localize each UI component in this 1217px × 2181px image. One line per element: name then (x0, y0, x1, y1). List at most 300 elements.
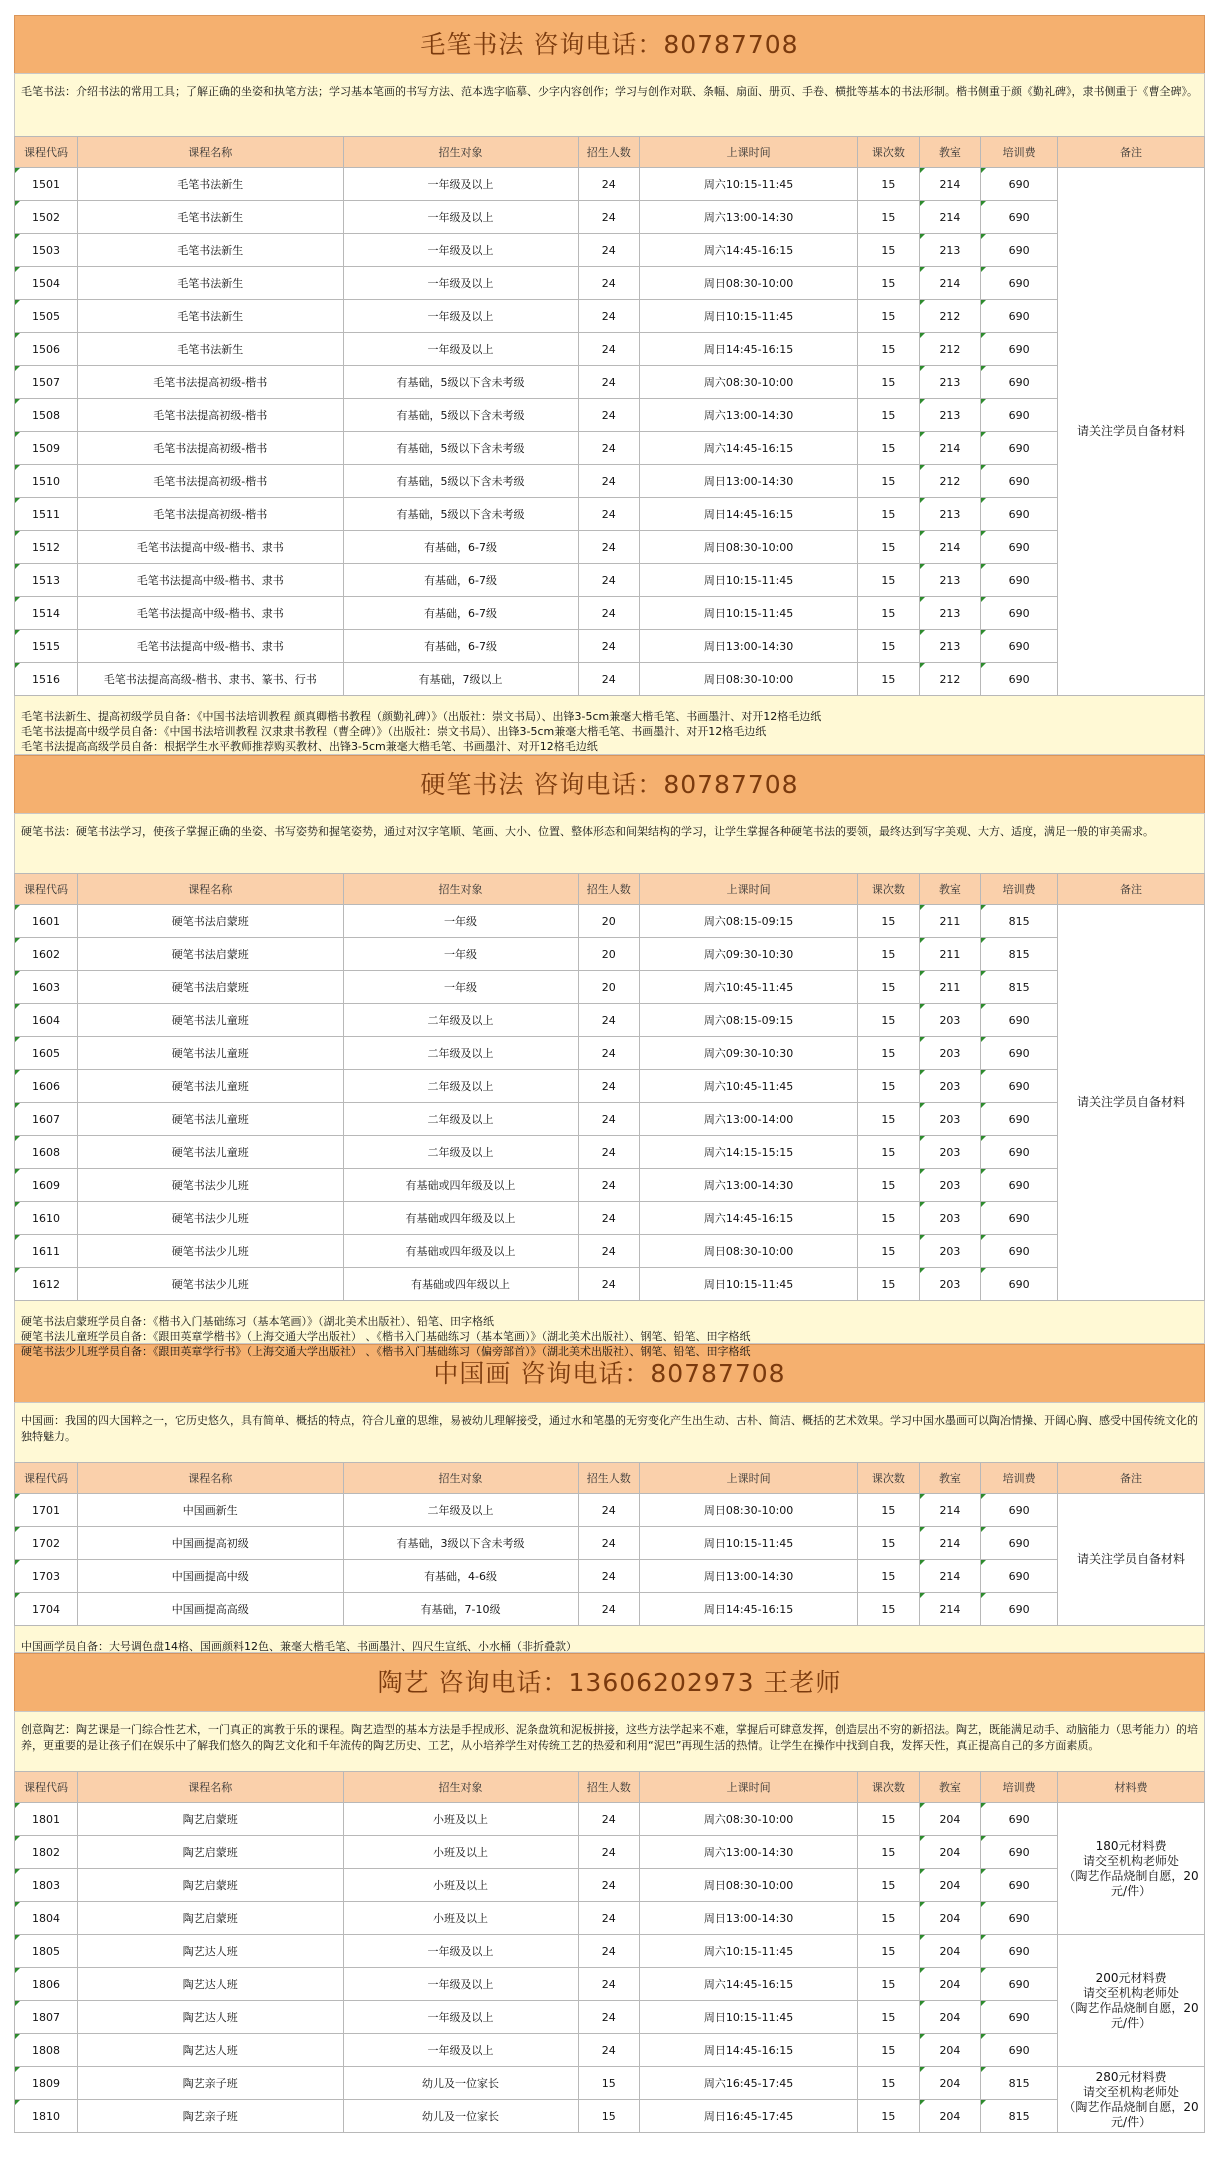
cell-marker-icon (920, 2001, 925, 2006)
table-cell (919, 399, 981, 432)
table-cell (858, 1004, 920, 1037)
table-cell (981, 2067, 1058, 2100)
cell-marker-icon (920, 1494, 925, 1499)
cell-text: 硬笔书法少儿班 (171, 1245, 249, 1258)
cell-text: 硬笔书法儿童班 (171, 1014, 249, 1027)
cell-text: 24 (601, 1503, 616, 1517)
table-cell (15, 2034, 78, 2067)
cell-text: 204 (939, 1845, 961, 1859)
table-cell (578, 630, 640, 663)
table-row (15, 1268, 1205, 1301)
cell-text: 周日08:30-10:00 (703, 1504, 794, 1517)
cell-text: 1510 (31, 474, 60, 488)
cell-text: 1809 (31, 2076, 60, 2090)
table-cell (15, 905, 78, 938)
cell-text: 陶艺启蒙班 (182, 1813, 238, 1826)
cell-text: 204 (939, 1944, 961, 1958)
table-cell (15, 597, 78, 630)
table-cell (981, 597, 1058, 630)
cell-text: 有基础，6-7级 (424, 541, 498, 554)
cell-text: 213 (939, 639, 961, 653)
table-cell (343, 432, 578, 465)
table-cell (919, 1560, 981, 1593)
cell-text: 203 (939, 1244, 961, 1258)
table-cell (578, 2001, 640, 2034)
cell-text: 15 (881, 441, 896, 455)
table-cell (578, 1935, 640, 1968)
table-row (15, 2034, 1205, 2067)
cell-text: 24 (601, 639, 616, 653)
table-cell (981, 663, 1058, 696)
table-cell (919, 1136, 981, 1169)
table-cell (77, 366, 343, 399)
cell-text: 周日13:00-14:30 (703, 640, 794, 653)
cell-marker-icon (920, 1593, 925, 1598)
cell-text: 1607 (31, 1112, 60, 1126)
cell-marker-icon (920, 1202, 925, 1207)
cell-text: 二年级及以上 (427, 1113, 494, 1126)
cell-marker-icon (920, 432, 925, 437)
column-header: 培训费 (981, 1772, 1058, 1803)
section-intro: 硬笔书法：硬笔书法学习，使孩子掌握正确的坐姿、书写姿势和握笔姿势，通过对汉字笔顺、笔画、大小、位置、整体形态和间架结构的学习，让学生掌握各种硬笔书法的要领，最终达到写字美观、大方、适度，满足一般的审美需求。 (14, 813, 1205, 873)
table-cell (981, 234, 1058, 267)
table-row (15, 465, 1205, 498)
cell-text: 周日10:15-11:45 (703, 310, 794, 323)
table-cell (77, 1103, 343, 1136)
cell-text: 204 (939, 2043, 961, 2057)
section-title: 硬笔书法 咨询电话：80787708 (14, 755, 1205, 813)
table-cell (77, 300, 343, 333)
cell-text: 幼儿及一位家长 (422, 2077, 500, 2090)
table-cell (15, 938, 78, 971)
cell-marker-icon (920, 531, 925, 536)
table-cell (343, 201, 578, 234)
cell-text: 690 (1008, 1079, 1030, 1093)
cell-text: 周六16:45-17:45 (703, 2077, 794, 2090)
cell-marker-icon (15, 1869, 20, 1874)
table-cell (919, 938, 981, 971)
table-cell (981, 1968, 1058, 2001)
table-cell (578, 1902, 640, 1935)
cell-text: 213 (939, 573, 961, 587)
cell-text: 硬笔书法少儿班 (171, 1179, 249, 1192)
cell-text: 15 (881, 1944, 896, 1958)
cell-text: 周日13:00-14:30 (703, 1912, 794, 1925)
table-cell (919, 1004, 981, 1037)
table-cell (77, 971, 343, 1004)
column-header: 上课时间 (640, 874, 858, 905)
cell-marker-icon (15, 1235, 20, 1240)
cell-text: 24 (601, 507, 616, 521)
table-cell (858, 2034, 920, 2067)
column-header: 上课时间 (640, 1772, 858, 1803)
cell-text: 有基础，6-7级 (424, 607, 498, 620)
section-intro: 创意陶艺：陶艺课是一门综合性艺术，一门真正的寓教于乐的课程。陶艺造型的基本方法是手捏成形、泥条盘筑和泥板拼接，这些方法学起来不难，掌握后可肆意发挥，创造层出不穷的新招法。陶艺，既能满足动手、动脑能力（思考能力）的培养，更重要的是让孩子们在娱乐中了解我们悠久的陶艺文化和千年流传的陶艺历史、工艺，从小培养学生对传统工艺的热爱和利用“泥巴”再现生活的热情。让学生在操作中找到自我，发挥天性，真正提高自己的多方面素质。 (14, 1711, 1205, 1771)
cell-marker-icon (920, 498, 925, 503)
cell-text: 203 (939, 1145, 961, 1159)
table-cell (981, 1070, 1058, 1103)
table-cell (919, 300, 981, 333)
table-cell (858, 201, 920, 234)
table-cell (77, 1527, 343, 1560)
cell-text: 二年级及以上 (427, 1014, 494, 1027)
cell-text: 15 (881, 1602, 896, 1616)
table-cell (15, 1202, 78, 1235)
cell-text: 24 (601, 1536, 616, 1550)
cell-marker-icon (981, 1935, 986, 1940)
cell-text: 204 (939, 1878, 961, 1892)
cell-text: 15 (881, 639, 896, 653)
cell-text: 1502 (31, 210, 60, 224)
cell-marker-icon (15, 399, 20, 404)
table-cell (15, 498, 78, 531)
cell-marker-icon (15, 366, 20, 371)
cell-marker-icon (920, 1902, 925, 1907)
table-cell (578, 2067, 640, 2100)
cell-text: 15 (881, 1536, 896, 1550)
cell-text: 690 (1008, 1503, 1030, 1517)
cell-text: 1602 (31, 947, 60, 961)
table-cell (640, 2034, 858, 2067)
table-cell (919, 1169, 981, 1202)
table-cell (640, 1593, 858, 1626)
table-cell (981, 1902, 1058, 1935)
remark-cell: 请关注学员自备材料 (1058, 905, 1205, 1301)
cell-text: 一年级及以上 (427, 310, 494, 323)
table-cell (640, 564, 858, 597)
table-cell (77, 2001, 343, 2034)
cell-text: 15 (881, 507, 896, 521)
table-cell (343, 1136, 578, 1169)
cell-marker-icon (981, 300, 986, 305)
cell-marker-icon (920, 1935, 925, 1940)
table-cell (640, 2067, 858, 2100)
table-cell (15, 300, 78, 333)
cell-text: 有基础，4-6级 (424, 1570, 498, 1583)
table-cell (640, 1136, 858, 1169)
table-cell (77, 531, 343, 564)
table-cell (77, 234, 343, 267)
table-cell (15, 465, 78, 498)
cell-text: 690 (1008, 672, 1030, 686)
table-cell (919, 1235, 981, 1268)
cell-text: 690 (1008, 276, 1030, 290)
table-cell (343, 1202, 578, 1235)
table-cell (981, 432, 1058, 465)
table-cell (919, 1803, 981, 1836)
cell-text: 203 (939, 1013, 961, 1027)
cell-marker-icon (920, 597, 925, 602)
table-cell (981, 1803, 1058, 1836)
table-cell (858, 905, 920, 938)
cell-text: 1513 (31, 573, 60, 587)
table-cell (77, 1494, 343, 1527)
table-cell (640, 1070, 858, 1103)
cell-marker-icon (920, 1527, 925, 1532)
section-title: 陶艺 咨询电话：13606202973 王老师 (14, 1653, 1205, 1711)
cell-text: 15 (881, 1211, 896, 1225)
cell-text: 陶艺达人班 (182, 2044, 238, 2057)
table-cell (919, 1268, 981, 1301)
cell-text: 24 (601, 375, 616, 389)
table-cell (858, 663, 920, 696)
cell-text: 周六09:30-10:30 (703, 948, 794, 961)
cell-text: 690 (1008, 507, 1030, 521)
cell-text: 690 (1008, 441, 1030, 455)
table-row (15, 1935, 1205, 1968)
table-cell (343, 564, 578, 597)
cell-text: 15 (881, 2076, 896, 2090)
cell-text: 24 (601, 1145, 616, 1159)
cell-text: 690 (1008, 1013, 1030, 1027)
table-row (15, 1527, 1205, 1560)
cell-text: 二年级及以上 (427, 1047, 494, 1060)
table-cell (981, 1494, 1058, 1527)
cell-text: 204 (939, 2010, 961, 2024)
cell-text: 213 (939, 375, 961, 389)
table-cell (919, 1935, 981, 1968)
cell-marker-icon (15, 234, 20, 239)
table-cell (858, 1202, 920, 1235)
cell-text: 陶艺启蒙班 (182, 1912, 238, 1925)
table-cell (343, 1935, 578, 1968)
table-cell (578, 333, 640, 366)
cell-text: 周六14:45-16:15 (703, 442, 794, 455)
column-header: 上课时间 (640, 137, 858, 168)
table-cell (77, 399, 343, 432)
cell-text: 周日10:15-11:45 (703, 2011, 794, 2024)
table-cell (981, 1836, 1058, 1869)
cell-text: 中国画提高高级 (171, 1603, 249, 1616)
cell-text: 1611 (31, 1244, 60, 1258)
cell-text: 24 (601, 474, 616, 488)
cell-text: 一年级及以上 (427, 2044, 494, 2057)
cell-text: 24 (601, 1944, 616, 1958)
cell-marker-icon (981, 333, 986, 338)
table-cell (640, 971, 858, 1004)
cell-text: 周六10:45-11:45 (703, 1080, 794, 1093)
cell-marker-icon (15, 300, 20, 305)
table-cell (343, 465, 578, 498)
cell-marker-icon (981, 531, 986, 536)
cell-text: 24 (601, 573, 616, 587)
cell-text: 有基础，7-10级 (420, 1603, 501, 1616)
cell-text: 有基础或四年级以上 (411, 1278, 511, 1291)
table-cell (343, 2034, 578, 2067)
table-cell (15, 432, 78, 465)
table-cell (15, 1935, 78, 1968)
cell-text: 有基础，5级以下含未考级 (396, 376, 525, 389)
table-row (15, 1836, 1205, 1869)
table-cell (343, 366, 578, 399)
table-cell (981, 1869, 1058, 1902)
table-cell (578, 1169, 640, 1202)
cell-marker-icon (981, 938, 986, 943)
table-cell (981, 168, 1058, 201)
cell-text: 毛笔书法提高中级-楷书、隶书 (136, 640, 284, 653)
cell-text: 陶艺达人班 (182, 2011, 238, 2024)
table-cell (919, 333, 981, 366)
cell-text: 中国画新生 (182, 1504, 238, 1517)
supplies-line: 毛笔书法提高高级学员自备：根据学生水平教师推荐购买教材、出锋3-5cm兼毫大楷毛笔、书画墨汁、对开12格毛边纸 (21, 740, 598, 753)
table-cell (981, 1202, 1058, 1235)
column-header: 备注 (1058, 1463, 1205, 1494)
table-cell (919, 1494, 981, 1527)
cell-marker-icon (920, 1136, 925, 1141)
remark-cell: 请关注学员自备材料 (1058, 168, 1205, 696)
table-cell (578, 1803, 640, 1836)
table-cell (15, 234, 78, 267)
table-row (15, 1968, 1205, 2001)
cell-text: 203 (939, 1211, 961, 1225)
column-header: 课次数 (858, 1772, 920, 1803)
cell-text: 690 (1008, 1977, 1030, 1991)
cell-marker-icon (981, 630, 986, 635)
cell-text: 1506 (31, 342, 60, 356)
table-cell (919, 564, 981, 597)
cell-text: 陶艺亲子班 (182, 2110, 238, 2123)
cell-text: 203 (939, 1277, 961, 1291)
remark-cell: 请关注学员自备材料 (1058, 1494, 1205, 1626)
cell-text: 24 (601, 1277, 616, 1291)
table-cell (858, 1235, 920, 1268)
cell-marker-icon (920, 1235, 925, 1240)
section-title: 中国画 咨询电话：80787708 (14, 1344, 1205, 1402)
cell-text: 中国画提高中级 (171, 1570, 249, 1583)
cell-marker-icon (15, 630, 20, 635)
column-header: 课程代码 (15, 1772, 78, 1803)
table-cell (343, 1268, 578, 1301)
table-row (15, 905, 1205, 938)
cell-text: 1606 (31, 1079, 60, 1093)
cell-text: 15 (881, 1145, 896, 1159)
table-cell (578, 1494, 640, 1527)
table-cell (578, 1560, 640, 1593)
table-cell (858, 1869, 920, 1902)
cell-text: 212 (939, 342, 961, 356)
table-cell (15, 201, 78, 234)
cell-text: 815 (1008, 2109, 1030, 2123)
cell-text: 有基础，3级以下含未考级 (396, 1537, 525, 1550)
supplies-line: 毛笔书法提高中级学员自备：《中国书法培训教程 汉隶隶书教程（曹全碑）》（出版社：崇文书局）、出锋3-5cm兼毫大楷毛笔、书画墨汁、对开12格毛边纸 (21, 725, 767, 738)
cell-text: 周日08:30-10:00 (703, 277, 794, 290)
table-cell (578, 432, 640, 465)
table-cell (15, 1869, 78, 1902)
column-header: 课程名称 (77, 137, 343, 168)
table-cell (77, 1560, 343, 1593)
cell-text: 203 (939, 1079, 961, 1093)
table-cell (343, 597, 578, 630)
cell-text: 24 (601, 276, 616, 290)
cell-text: 690 (1008, 1244, 1030, 1258)
cell-text: 1505 (31, 309, 60, 323)
cell-text: 周六08:15-09:15 (703, 1014, 794, 1027)
cell-text: 1508 (31, 408, 60, 422)
cell-text: 213 (939, 243, 961, 257)
cell-text: 周六13:00-14:30 (703, 1179, 794, 1192)
column-header: 课次数 (858, 137, 920, 168)
column-header: 教室 (919, 874, 981, 905)
cell-text: 690 (1008, 408, 1030, 422)
table-cell (343, 1169, 578, 1202)
cell-text: 毛笔书法新生 (177, 244, 244, 257)
table-row (15, 1136, 1205, 1169)
cell-text: 一年级及以上 (427, 178, 494, 191)
cell-text: 214 (939, 1569, 961, 1583)
cell-marker-icon (920, 2067, 925, 2072)
table-cell (858, 564, 920, 597)
cell-text: 周日13:00-14:30 (703, 475, 794, 488)
cell-marker-icon (920, 168, 925, 173)
cell-text: 1801 (31, 1812, 60, 1826)
cell-text: 毛笔书法提高中级-楷书、隶书 (136, 607, 284, 620)
table-cell (77, 465, 343, 498)
table-cell (981, 938, 1058, 971)
table-cell (640, 1836, 858, 1869)
table-cell (77, 2100, 343, 2133)
cell-marker-icon (15, 1935, 20, 1940)
table-cell (343, 1037, 578, 1070)
table-cell (640, 1968, 858, 2001)
table-cell (15, 1268, 78, 1301)
cell-text: 204 (939, 1977, 961, 1991)
cell-text: 15 (881, 210, 896, 224)
cell-text: 24 (601, 1812, 616, 1826)
course-table (14, 136, 1205, 696)
table-cell (578, 971, 640, 1004)
cell-text: 周六10:45-11:45 (703, 981, 794, 994)
cell-text: 周日10:15-11:45 (703, 574, 794, 587)
column-header: 课程代码 (15, 1463, 78, 1494)
table-cell (981, 1935, 1058, 1968)
table-cell (77, 432, 343, 465)
cell-marker-icon (920, 201, 925, 206)
table-cell (858, 597, 920, 630)
cell-text: 周六13:00-14:30 (703, 409, 794, 422)
table-cell (343, 1869, 578, 1902)
table-cell (640, 1004, 858, 1037)
table-cell (858, 168, 920, 201)
table-row (15, 1070, 1205, 1103)
table-cell (15, 1968, 78, 2001)
cell-text: 15 (881, 243, 896, 257)
table-cell (578, 366, 640, 399)
column-header: 招生对象 (343, 1463, 578, 1494)
cell-text: 24 (601, 1244, 616, 1258)
table-cell (981, 2001, 1058, 2034)
cell-marker-icon (920, 465, 925, 470)
cell-text: 690 (1008, 177, 1030, 191)
table-cell (640, 1527, 858, 1560)
cell-text: 15 (881, 408, 896, 422)
table-cell (343, 1070, 578, 1103)
cell-text: 15 (881, 1079, 896, 1093)
cell-text: 1810 (31, 2109, 60, 2123)
column-header: 课程代码 (15, 137, 78, 168)
cell-text: 214 (939, 177, 961, 191)
table-cell (919, 366, 981, 399)
table-cell (981, 1235, 1058, 1268)
cell-text: 690 (1008, 2043, 1030, 2057)
column-header: 教室 (919, 1772, 981, 1803)
cell-marker-icon (981, 1836, 986, 1841)
cell-marker-icon (981, 1527, 986, 1532)
table-cell (858, 630, 920, 663)
table-cell (640, 432, 858, 465)
cell-text: 214 (939, 210, 961, 224)
cell-text: 24 (601, 1079, 616, 1093)
header-row (15, 1772, 1205, 1803)
